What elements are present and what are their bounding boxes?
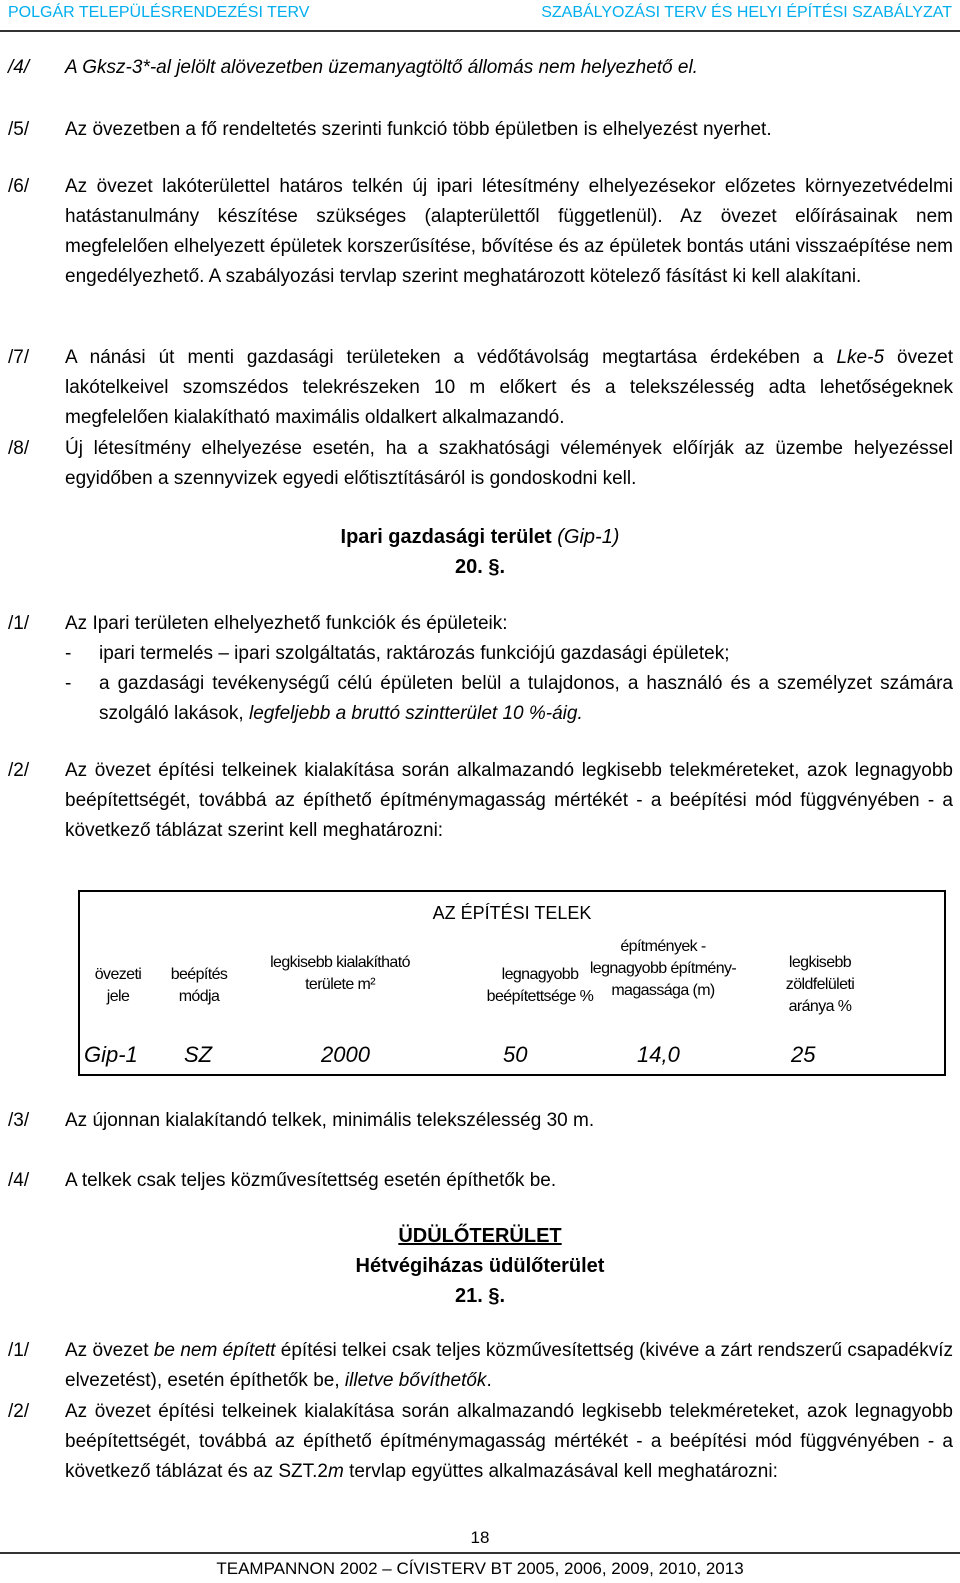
text-run: Az övezet építési telkeinek kialakítása során alkalmazandó legkisebb telekméreteket, azok legnagyobb beépítettségét, továbbá az építhető építménymagasság mértékét - a beépítési mód függvényében - a következő táblázat és az SZT.2 xyxy=(65,1401,953,1482)
paragraph-number: /6/ xyxy=(8,176,30,197)
paragraph-19-7 xyxy=(8,343,953,433)
paragraph-text: Az újonnan kialakítandó telkek, minimális telekszélesség 30 m. xyxy=(65,1110,595,1131)
list-item xyxy=(8,639,953,669)
building-plot-table xyxy=(78,890,946,1076)
paragraph-number: /1/ xyxy=(8,613,30,634)
table-header-cell: legkisebb zöldfelületi aránya % xyxy=(785,954,855,1015)
page-header xyxy=(0,4,960,28)
page-footer: TEAMPANNON 2002 – CÍVISTERV BT 2005, 2006, 2009, 2010, 2013 xyxy=(216,1559,744,1578)
paragraph-number: /5/ xyxy=(8,119,30,140)
list-item xyxy=(8,669,953,729)
paragraph-number: /8/ xyxy=(8,438,30,459)
paragraph-text: Új létesítmény elhelyezése esetén, ha a szakhatósági vélemények előírják az üzembe helyezéssel egyidőben a szennyvizek egyedi előtisztításáról is gondoskodni kell. xyxy=(65,438,953,489)
table-header-cell: legkisebb kialakítható területe m² xyxy=(270,954,410,993)
paragraph-number: /4/ xyxy=(8,57,30,78)
paragraph-19-5 xyxy=(8,115,953,145)
header-left: POLGÁR TELEPÜLÉSRENDEZÉSI TERV xyxy=(8,4,310,21)
paragraph-text xyxy=(65,1336,953,1396)
paragraph-20-1 xyxy=(8,609,953,639)
section-21-subheading: Hétvégiházas üdülőterület xyxy=(355,1255,605,1277)
paragraph-number: /4/ xyxy=(8,1170,30,1191)
paragraph-text xyxy=(65,1397,953,1487)
table-header-cell: építmények -legnagyobb építmény-magassága (m) xyxy=(589,938,737,999)
table-header-cell: legnagyobb beépítettsége % xyxy=(486,966,594,1005)
zone-code: Lke-5 xyxy=(836,347,885,368)
text-run-italic: legfeljebb a bruttó szintterület 10 %-áig. xyxy=(248,703,583,724)
paragraph-text xyxy=(65,343,953,433)
table-title: AZ ÉPÍTÉSI TELEK xyxy=(432,903,592,923)
text-run-italic: illetve bővíthetők xyxy=(344,1370,487,1391)
paragraph-19-6 xyxy=(8,172,953,322)
table-cell-coverage: 50 xyxy=(503,1042,528,1067)
list-dash: - xyxy=(65,673,72,694)
page-number: 18 xyxy=(470,1528,490,1547)
table-cell-height: 14,0 xyxy=(637,1042,680,1067)
list-text xyxy=(99,669,953,729)
paragraph-21-2 xyxy=(8,1397,953,1517)
paragraph-text: A telkek csak teljes közművesítettség esetén építhetők be. xyxy=(65,1170,557,1191)
paragraph-text: Az övezetben a fő rendeltetés szerinti funkció több épületben is elhelyezést nyerhet. xyxy=(65,119,772,140)
paragraph-number: /2/ xyxy=(8,760,30,781)
text-run-italic: m xyxy=(327,1461,344,1482)
paragraph-number: /3/ xyxy=(8,1110,30,1131)
text-run: a gazdasági tevékenységű célú épületen belül a tulajdonos, a használó és a személyzet számára szolgáló lakások, xyxy=(99,673,953,724)
section-21-heading: ÜDÜLŐTERÜLET xyxy=(398,1225,562,1247)
paragraph-text: A Gksz-3*-al jelölt alövezetben üzemanyagtöltő állomás nem helyezhető el. xyxy=(65,57,698,78)
text-run: övezet lakótelkeivel szomszédos telekrészeken 10 m előkert és a telekszélesség adta lehetőségeknek megfelelően kialakítható maximális oldalkert alkalmazandó. xyxy=(65,347,953,428)
text-run: . xyxy=(486,1370,492,1391)
paragraph-text: Az övezet lakóterülettel határos telkén új ipari létesítmény elhelyezésekor előzetes környezetvédelmi hatástanulmány készítése szükséges (alapterülettől függetlenül). Az övezet előírásainak nem megfelelően elhelyezett épületek korszerűsítése, bővítése és az épületek bontás utáni visszaépítése nem engedélyezhető. A szabályozási tervlap szerint meghatározott kötelező fásítást ki kell alakítani. xyxy=(65,176,953,287)
paragraph-number: /2/ xyxy=(8,1401,30,1422)
paragraph-20-4 xyxy=(8,1166,953,1196)
section-title: Ipari gazdasági terület xyxy=(340,526,552,548)
paragraph-19-8 xyxy=(8,434,953,494)
paragraph-21-1 xyxy=(8,1336,953,1396)
paragraph-number: /7/ xyxy=(8,347,30,368)
table-header-cell: beépítés módja xyxy=(170,966,228,1005)
section-20-title xyxy=(0,523,960,551)
section-20-number: 20. §. xyxy=(454,556,506,578)
paragraph-20-2 xyxy=(8,756,953,846)
paragraph-number: /1/ xyxy=(8,1340,30,1361)
paragraph-19-4 xyxy=(8,53,953,83)
table-cell-green: 25 xyxy=(791,1042,816,1067)
paragraph-text: Az övezet építési telkeinek kialakítása során alkalmazandó legkisebb telekméreteket, azok legnagyobb beépítettségét, továbbá az építhető építménymagasság mértékét - a beépítési mód függvényében - a következő táblázat szerint kell meghatározni: xyxy=(65,760,953,841)
text-run: építési telkei csak teljes közművesítettség (kivéve a zárt rendszerű csapadékvíz elvezetést), esetén építhetők be, xyxy=(65,1340,954,1391)
table-cell-area: 2000 xyxy=(321,1042,370,1067)
table-cell-zone: Gip-1 xyxy=(84,1042,138,1067)
text-run: Az övezet xyxy=(65,1340,154,1361)
text-run: A nánási út menti gazdasági területeken a védőtávolság megtartása érdekében a xyxy=(65,347,837,368)
zone-code: (Gip-1) xyxy=(551,526,620,548)
table-header-cell: övezeti jele xyxy=(94,966,142,1005)
header-right: SZABÁLYOZÁSI TERV ÉS HELYI ÉPÍTÉSI SZABÁLYZAT xyxy=(541,4,952,21)
text-run: tervlap együttes alkalmazásával kell meghatározni: xyxy=(343,1461,778,1482)
text-run-italic: be nem épített xyxy=(153,1340,276,1361)
section-21-number: 21. §. xyxy=(454,1285,506,1307)
header-rule xyxy=(0,30,960,32)
paragraph-20-3 xyxy=(8,1106,953,1136)
paragraph-text: Az Ipari területen elhelyezhető funkciók és épületeik: xyxy=(65,613,508,634)
list-dash: - xyxy=(65,643,72,664)
footer-rule xyxy=(0,1552,960,1554)
table-cell-mode: SZ xyxy=(184,1042,213,1067)
list-text: ipari termelés – ipari szolgáltatás, raktározás funkciójú gazdasági épületek; xyxy=(99,643,730,664)
